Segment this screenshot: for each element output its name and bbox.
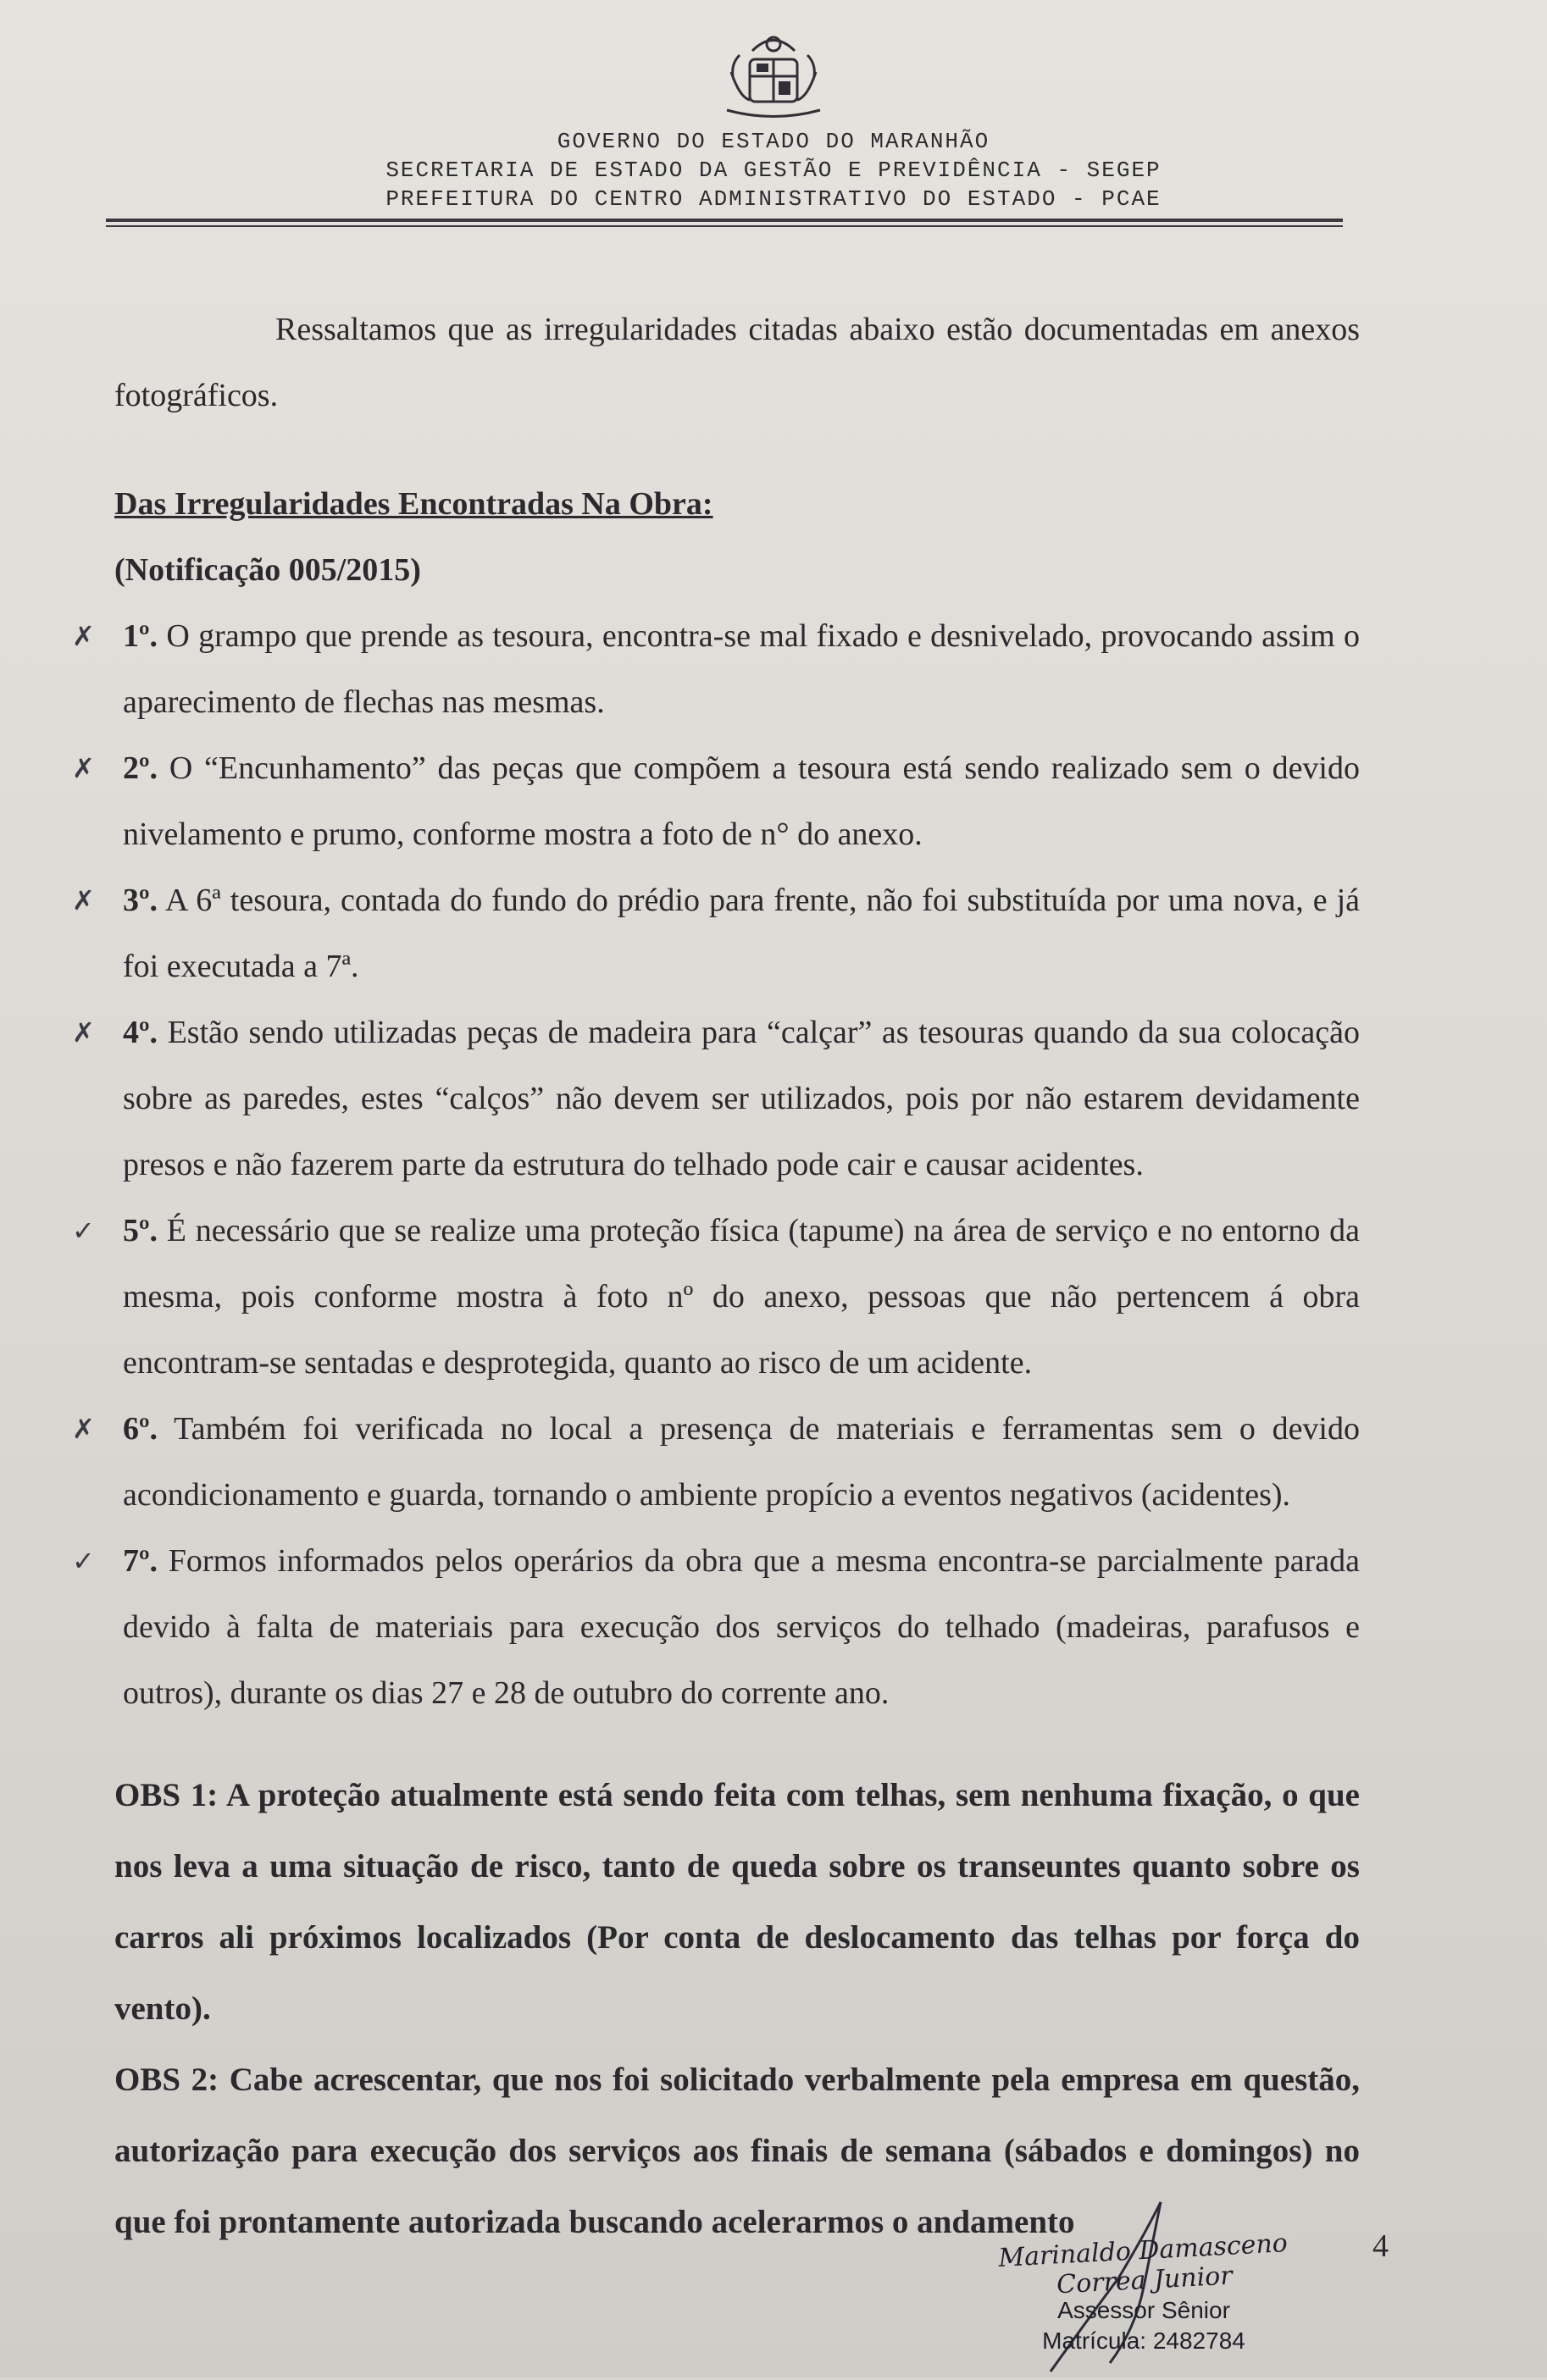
signature-block xyxy=(974,2228,1313,2356)
list-item xyxy=(72,999,1360,1198)
notification-number: (Notificação 005/2015) xyxy=(114,552,421,588)
intro-paragraph: Ressaltamos que as irregularidades citadas abaixo estão documentadas em anexos fotográficos. xyxy=(114,312,1360,413)
handwritten-check-icon: ✗ xyxy=(72,1413,95,1445)
list-item xyxy=(72,735,1360,867)
item-text: Formos informados pelos operários da obra que a mesma encontra-se parcialmente parada devido à falta de materiais para execução dos serviços do telhado (madeiras, parafusos e outros), durante os dias 27 e 28 de outubro do corrente ano. xyxy=(123,1543,1360,1711)
list-item xyxy=(72,1528,1360,1726)
list-item xyxy=(72,1396,1360,1528)
list-item xyxy=(72,867,1360,999)
coat-of-arms-icon xyxy=(706,25,841,127)
header-secretariat: SECRETARIA DE ESTADO DA GESTÃO E PREVIDÊNCIA - SEGEP xyxy=(385,158,1162,183)
handwritten-check-icon: ✗ xyxy=(72,1016,95,1049)
item-number: 6º. xyxy=(123,1411,158,1447)
page-number: 4 xyxy=(1372,2228,1389,2264)
signatory-registration: Matrícula: 2482784 xyxy=(1042,2327,1245,2354)
handwritten-check-icon: ✗ xyxy=(72,884,95,916)
item-number: 4º. xyxy=(123,1015,158,1050)
header-government: GOVERNO DO ESTADO DO MARANHÃO xyxy=(557,129,990,154)
header-rule-thin xyxy=(106,225,1343,227)
item-text: A 6ª tesoura, contada do fundo do prédio para frente, não foi substituída por uma nova, e já foi executada a 7ª. xyxy=(123,883,1360,984)
list-item xyxy=(72,603,1360,735)
item-number: 7º. xyxy=(123,1543,158,1579)
item-text: O “Encunhamento” das peças que compõem a tesoura está sendo realizado sem o devido nivelamento e prumo, conforme mostra a foto de n° do anexo. xyxy=(123,750,1360,852)
handwritten-check-icon: ✓ xyxy=(72,1215,95,1247)
section-title: Das Irregularidades Encontradas Na Obra: xyxy=(114,486,713,522)
item-number: 2º. xyxy=(123,750,158,786)
item-text: Estão sendo utilizadas peças de madeira para “calçar” as tesouras quando da sua colocação sobre as paredes, estes “calços” não devem ser utilizados, pois por não estarem devidamente presos e não fazerem parte da estrutura do telhado pode cair e causar acidentes. xyxy=(123,1015,1360,1182)
item-text: O grampo que prende as tesoura, encontra-se mal fixado e desnivelado, provocando assim o aparecimento de flechas nas mesmas. xyxy=(123,618,1360,720)
item-number: 5º. xyxy=(123,1213,158,1248)
item-text: É necessário que se realize uma proteção física (tapume) na área de serviço e no entorno da mesma, pois conforme mostra à foto nº do anexo, pessoas que não pertencem á obra encontram-se sentadas e desprotegida, quanto ao risco de um acidente. xyxy=(123,1213,1360,1381)
header-rule-thick xyxy=(106,219,1343,222)
handwritten-check-icon: ✗ xyxy=(72,752,95,784)
document-body xyxy=(72,296,1360,2258)
letterhead xyxy=(0,25,1547,213)
header-prefecture: PREFEITURA DO CENTRO ADMINISTRATIVO DO ESTADO - PCAE xyxy=(385,186,1162,212)
handwritten-check-icon: ✓ xyxy=(72,1545,95,1577)
item-text: Também foi verificada no local a presença de materiais e ferramentas sem o devido acondicionamento e guarda, tornando o ambiente propício a eventos negativos (acidentes). xyxy=(123,1411,1360,1513)
handwritten-check-icon: ✗ xyxy=(72,620,95,652)
list-item xyxy=(72,1198,1360,1396)
signatory-role: Assessor Sênior xyxy=(1057,2297,1230,2323)
signatory-name: Marinaldo Damasceno Correa Junior xyxy=(997,2228,1289,2300)
observation-1: OBS 1: A proteção atualmente está sendo feita com telhas, sem nenhuma fixação, o que nos leva a uma situação de risco, tanto de queda sobre os transeuntes quanto sobre os carros ali próximos localizados (Por conta de deslocamento das telhas por força do vento). xyxy=(114,1777,1360,2027)
observation-2: OBS 2: Cabe acrescentar, que nos foi solicitado verbalmente pela empresa em questão, autorização para execução dos serviços aos finais de semana (sábados e domingos) no que foi prontamente autorizada buscando acelerarmos o andamento xyxy=(114,2062,1360,2240)
item-number: 3º. xyxy=(123,883,158,918)
item-number: 1º. xyxy=(123,618,158,654)
